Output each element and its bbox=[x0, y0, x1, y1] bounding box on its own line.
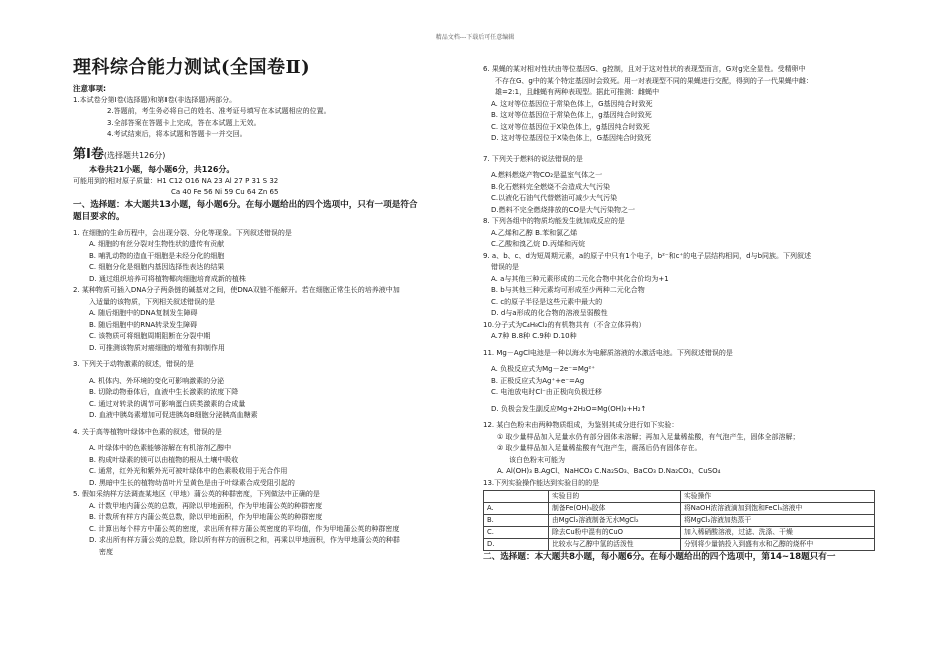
q6-option-a: A. 这对等位基因位于常染色体上，G基因纯合时致死 bbox=[491, 99, 653, 108]
question-6-line3: 雄=2:1，且雌蝇有两种表现型。据此可推测：雌蝇中 bbox=[495, 88, 660, 96]
table-row bbox=[484, 515, 875, 527]
table-row bbox=[484, 503, 875, 515]
table-header-cell: 实验目的 bbox=[549, 491, 681, 503]
q1-option-d: D. 通过组织培养可将植物椰肉细胞培育成新的植株 bbox=[89, 274, 246, 283]
q12-prompt: 该白色粉末可能为 bbox=[509, 455, 565, 464]
q6-option-c: C. 这对等位基因位于X染色体上，g基因纯合时致死 bbox=[491, 122, 650, 131]
section1-heading-line1: 一、选择题：本大题共13小题，每小题6分。在每小题给出的四个选项中，只有一项是符合 bbox=[73, 199, 418, 210]
q5-option-b: B. 计数所有样方内蒲公英总数，除以甲地面积，作为甲地蒲公英的种群密度 bbox=[89, 513, 323, 521]
q4-option-c: C. 通常，红外光和紫外光可被叶绿体中的色素吸收用于光合作用 bbox=[89, 467, 288, 475]
table-cell: 除去Cu粉中混有的CuO bbox=[549, 527, 681, 539]
q6-option-d: D. 这对等位基因位于X染色体上，G基因纯合时致死 bbox=[491, 134, 652, 142]
question-3: 3. 下列关于动物激素的叙述，错误的是 bbox=[73, 360, 194, 368]
q1-option-a: A. 细胞的有丝分裂对生物性状的遗传有贡献 bbox=[89, 240, 225, 248]
q9-option-a: A. a与其他三种元素形成的二元化合物中其化合价均为+1 bbox=[491, 274, 669, 283]
q4-option-b: B. 构成叶绿素的镁可以由植物的根从土壤中吸收 bbox=[89, 455, 239, 464]
table-header-row bbox=[484, 491, 875, 503]
question-12: 12. 某白色粉末由两种物质组成，为鉴别其成分进行如下实验： bbox=[483, 421, 679, 429]
question-7: 7. 下列关于燃料的说法错误的是 bbox=[483, 154, 583, 163]
note-4: 4.考试结束后，将本试题和答题卡一并交回。 bbox=[107, 130, 247, 138]
atomic-masses-line1: 可能用到的相对原子质量：H1 C12 O16 NA 23 Al 27 P 31 S 32 bbox=[73, 176, 279, 185]
section1-heading-line2: 题目要求的。 bbox=[73, 211, 125, 222]
q2-option-a: A. 随后细胞中的DNA复制发生障碍 bbox=[89, 309, 198, 317]
part1-heading bbox=[73, 146, 473, 164]
question-8: 8. 下列各组中的物质均能发生就加成反应的是 bbox=[483, 217, 625, 225]
question-6-line2: 不存在G、g中的某个特定基因时会致死。用一对表现型不同的果蝇进行交配，得到的子一代果蝇中雌： bbox=[495, 76, 813, 85]
q11-option-c: C. 电池放电时Cl⁻由正极向负极迁移 bbox=[491, 388, 602, 396]
right-column bbox=[483, 64, 873, 563]
q3-option-b: B. 切除动物垂体后，血液中生长激素的浓度下降 bbox=[89, 388, 239, 396]
table-cell: 比较水与乙醇中氢的活泼性 bbox=[549, 539, 681, 551]
part1-description: 本卷共21小题，每小题6分，共126分。 bbox=[89, 164, 235, 174]
q9-option-c: C. c的原子半径是这些元素中最大的 bbox=[491, 297, 603, 306]
q7-option-b: B.化石燃料完全燃烧不会造成大气污染 bbox=[491, 182, 611, 191]
q11-option-d: D. 负极会发生副反应Mg+2H₂O=Mg(OH)₂+H₂↑ bbox=[491, 404, 647, 413]
q4-option-d: D. 黑暗中生长的植物幼苗叶片呈黄色是由于叶绿素合成受阻引起的 bbox=[89, 478, 295, 487]
q12-step-1: ① 取少量样品加入足量水仍有部分固体未溶解；再加入足量稀盐酸，有气泡产生，固体全部溶解； bbox=[497, 432, 800, 441]
table-row bbox=[484, 527, 875, 539]
q2-option-c: C. 该物质可将细胞周期阻断在分裂中期 bbox=[89, 332, 211, 340]
q5-option-d-cont: 密度 bbox=[99, 547, 113, 556]
q13-table bbox=[483, 490, 875, 551]
q2-option-b: B. 随后细胞中的RNA转录发生障碍 bbox=[89, 320, 198, 329]
q4-option-a: A. 叶绿体中的色素能够溶解在有机溶剂乙醇中 bbox=[89, 444, 232, 452]
q12-step-2: ② 取少量样品加入足量稀盐酸有气泡产生，震荡后仍有固体存在。 bbox=[497, 444, 702, 452]
page-header: 精品文档---下载后可任意编辑 bbox=[435, 34, 515, 41]
q11-option-a: A. 负极反应式为Mg－2e⁻=Mg²⁺ bbox=[491, 365, 595, 373]
table-cell: 将NaOH浓溶液滴加到饱和FeCl₃溶液中 bbox=[681, 503, 875, 515]
q5-option-d: D. 求出所有样方蒲公英的总数，除以所有样方的面积之和，再乘以甲地面积，作为甲地蒲公英的种群 bbox=[89, 536, 400, 544]
question-11: 11. Mg－AgCl电池是一种以海水为电解质溶液的水激活电池。下列叙述错误的是 bbox=[483, 348, 733, 357]
note-2: 2.答题前，考生务必将自己的姓名、准考证号填写在本试题相应的位置。 bbox=[107, 107, 331, 115]
q7-option-c: C.以液化石油气代替燃油可减少大气污染 bbox=[491, 194, 618, 202]
q5-option-a: A. 计数甲地内蒲公英的总数，再除以甲地面积，作为甲地蒲公英的种群密度 bbox=[89, 501, 323, 510]
q1-option-c: C. 细胞分化是细胞内基因选择性表达的结果 bbox=[89, 263, 225, 271]
table-cell: D. bbox=[484, 539, 549, 551]
question-4: 4. 关于高等植物叶绿体中色素的叙述，错误的是 bbox=[73, 427, 222, 436]
question-10: 10.分子式为C₄H₈Cl₂的有机物共有（不含立体异构） bbox=[483, 320, 646, 329]
table-cell: A. bbox=[484, 503, 549, 515]
q12-options: A. Al(OH)₃ B.AgCl、NaHCO₃ C.Na₂SO₃、BaCO₃ D.Na₂CO₃、CuSO₄ bbox=[497, 467, 721, 475]
q8-options-ab: A.乙烯和乙醇 B.苯和氯乙烯 bbox=[491, 228, 578, 237]
question-2-line1: 2. 某种物质可插入DNA分子两条链的碱基对之间，使DNA双链不能解开。若在细胞正常生长的培养液中加 bbox=[73, 286, 400, 294]
exam-title: 理科综合能力测试(全国卷Ⅱ) bbox=[73, 57, 311, 78]
q3-option-a: A. 机体内、外环境的变化可影响激素的分泌 bbox=[89, 376, 225, 385]
table-row bbox=[484, 539, 875, 551]
q10-options: A.7种 B.8种 C.9种 D.10种 bbox=[491, 332, 577, 340]
q8-options-cd: C.乙酸和溴乙烷 D.丙烯和丙烷 bbox=[491, 240, 585, 248]
table-cell: 加入稀硝酸溶液，过滤、洗涤、干燥 bbox=[681, 527, 875, 539]
q5-option-c: C. 计算出每个样方中蒲公英的密度，求出所有样方蒲公英密度的平均值，作为甲地蒲公英的种群密度 bbox=[89, 524, 400, 533]
question-1: 1. 在细胞的生命历程中，会出现分裂、分化等现象。下列叙述错误的是 bbox=[73, 228, 292, 237]
q7-option-a: A.燃料燃烧产物CO₂是温室气体之一 bbox=[491, 171, 603, 179]
table-cell: 制备Fe(OH)₃胶体 bbox=[549, 503, 681, 515]
note-3: 3.全部答案在答题卡上完成，答在本试题上无效。 bbox=[107, 118, 261, 127]
notes-label: 注意事项: bbox=[73, 84, 106, 93]
question-13: 13.下列实验操作能达到实验目的的是 bbox=[483, 478, 600, 487]
question-9-line1: 9. a、b、c、d为短周期元素，a的原子中只有1个电子，b²⁻和c⁺的电子层结构相同，d与b同族。下列叙述 bbox=[483, 251, 812, 260]
q3-option-d: D. 血液中胰岛素增加可促进胰岛B细胞分泌胰高血糖素 bbox=[89, 411, 258, 419]
q3-option-c: C. 通过对转录的调节可影响蛋白质类激素的合成量 bbox=[89, 399, 246, 408]
section2-heading: 二、选择题：本大题共8小题，每小题6分。在每小题给出的四个选项中，第14~18题只有一 bbox=[483, 552, 836, 562]
q11-option-b: B. 正极反应式为Ag⁺+e⁻=Ag bbox=[491, 376, 585, 385]
question-6-line1: 6. 果蝇的某对相对性状由等位基因G、g控制，且对于这对性状的表现型而言，G对g完全显性。受精卵中 bbox=[483, 65, 806, 73]
table-cell: 将MgCl₂溶液加热蒸干 bbox=[681, 515, 875, 527]
left-column bbox=[73, 56, 473, 558]
table-header-cell bbox=[484, 491, 549, 503]
q1-option-b: B. 哺乳动物的造血干细胞是未经分化的细胞 bbox=[89, 251, 225, 260]
table-cell: 由MgCl₂溶液制备无水MgCl₂ bbox=[549, 515, 681, 527]
part1-subtitle: (选择题共126分) bbox=[103, 150, 166, 160]
table-header-cell: 实验操作 bbox=[681, 491, 875, 503]
q2-option-d: D. 可推测该物质对癌细胞的增殖有抑制作用 bbox=[89, 343, 225, 352]
table-cell: B. bbox=[484, 515, 549, 527]
question-2-line2: 入适量的该物质，下列相关叙述错误的是 bbox=[89, 297, 215, 306]
q9-option-b: B. b与其他三种元素均可形成至少两种二元化合物 bbox=[491, 286, 645, 294]
q7-option-d: D.燃料不完全燃烧排放的CO是大气污染物之一 bbox=[491, 205, 636, 214]
q9-option-d: D. d与a形成的化合物的溶液呈弱酸性 bbox=[491, 309, 608, 317]
atomic-masses-line2: Ca 40 Fe 56 Ni 59 Cu 64 Zn 65 bbox=[171, 188, 279, 196]
table-cell: C. bbox=[484, 527, 549, 539]
part1-title: 第Ⅰ卷 bbox=[73, 146, 104, 162]
table-cell: 分别将少量钠投入到盛有水和乙醇的烧杯中 bbox=[681, 539, 875, 551]
q6-option-b: B. 这对等位基因位于常染色体上，g基因纯合时致死 bbox=[491, 111, 652, 119]
note-1: 1.本试卷分第Ⅰ卷(选择题)和第Ⅱ卷(非选择题)两部分。 bbox=[73, 95, 237, 104]
question-5: 5. 假如采纳样方法调查某地区（甲地）蒲公英的种群密度，下列做法中正确的是 bbox=[73, 490, 320, 498]
question-9-line2: 错误的是 bbox=[491, 263, 519, 271]
